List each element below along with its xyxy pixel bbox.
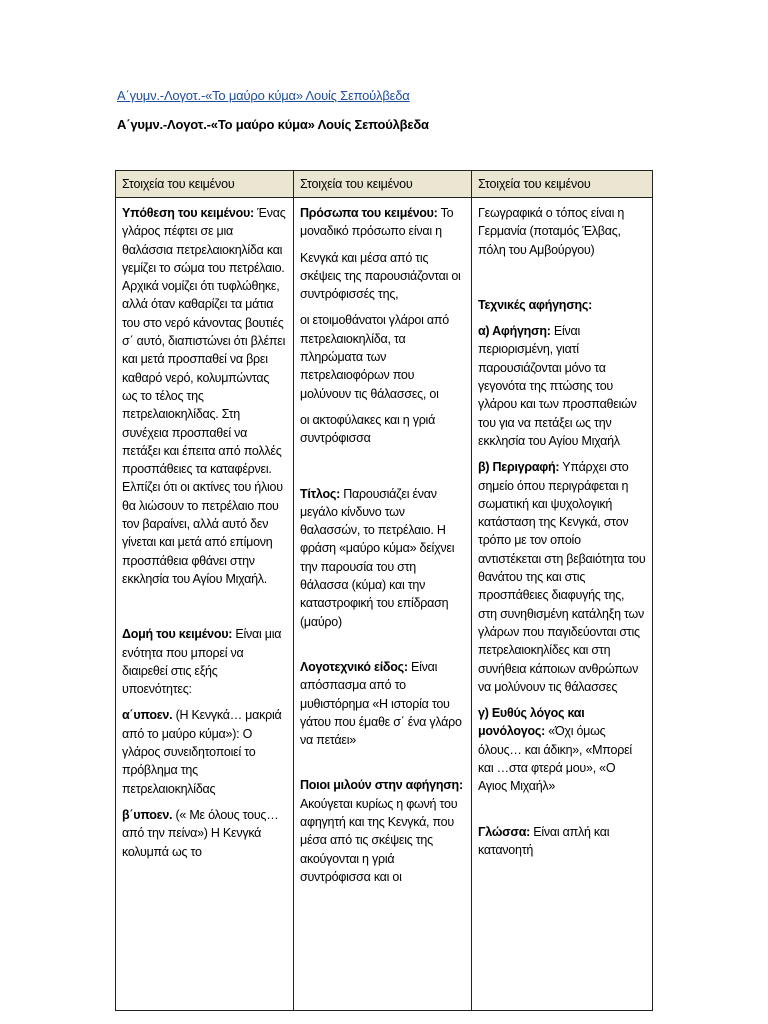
- description-text: Υπάρχει στο σημείο όπου περιγράφεται η σωματική και ψυχολογική κατάσταση της Κενγκά, στον τρόπο με τον οποίο αντιστέκεται στη βεβαιότητα του θανάτου της και στις προσπάθειες διαφυγής της, στη συνηθισμένη κατάληξη των γλάρων που παγιδεύονται στις πετρελαιοκηλίδες και στη συνήθεια κάποιων ανθρώπων να μολύνουν τις θάλασσες: [478, 460, 646, 694]
- table-cell-plot-structure: [116, 198, 294, 1011]
- plot-paragraph: [122, 204, 287, 588]
- place-paragraph: Γεωγραφικά ο τόπος είναι η Γερμανία (ποταμός Έλβας, πόλη του Αμβούργου): [478, 206, 625, 257]
- structure-label: Δομή του κειμένου:: [122, 627, 233, 642]
- techniques-heading: Τεχνικές αφήγησης:: [478, 297, 593, 312]
- table-header-cell: Στοιχεία του κειμένου: [116, 171, 294, 198]
- language-text: Είναι απλή και κατανοητή: [478, 824, 610, 857]
- title-paragraph: [300, 485, 465, 631]
- title-label: Τίτλος:: [300, 486, 341, 501]
- narrators-label: Ποιοι μιλούν στην αφήγηση:: [300, 778, 463, 793]
- title-text: Παρουσιάζει έναν μεγάλο κίνδυνο των θαλασσών, το πετρέλαιο. Η φράση «μαύρο κύμα» δείχνει την παρουσία του στη θάλασσα (κύμα) και την καταστροφική του επίδραση (μαύρο): [300, 486, 455, 629]
- table-cell-persons-title: [294, 198, 472, 1011]
- subsection-a-paragraph: [122, 706, 287, 797]
- genre-paragraph: [300, 658, 465, 749]
- narration-label: α) Αφήγηση:: [478, 324, 551, 339]
- persons-paragraph-4: οι ακτοφύλακες και η γριά συντρόφισσα: [300, 412, 436, 446]
- description-paragraph: [478, 458, 646, 696]
- structure-text: Είναι μια ενότητα που μπορεί να διαιρεθεί στις εξής υποενότητες:: [122, 627, 282, 697]
- persons-paragraph-2: Κενγκά και μέσα από τις σκέψεις της παρουσιάζονται οι συντρόφισσές της,: [300, 250, 461, 302]
- text-elements-table: [115, 170, 653, 1011]
- direct-speech-paragraph: [478, 704, 646, 795]
- table-header-cell: Στοιχεία του κειμένου: [294, 171, 472, 198]
- plot-label: Υπόθεση του κειμένου:: [122, 206, 254, 220]
- language-label: Γλώσσα:: [478, 824, 531, 839]
- persons-label: Πρόσωπα του κειμένου:: [300, 206, 438, 220]
- genre-text: Είναι απόσπασμα από το μυθιστόρημα «Η ιστορία του γάτου που έμαθε σ΄ ένα γλάρο να πετάει»: [300, 659, 462, 748]
- subsection-b-text: (« Με όλους τους…από την πείνα») Η Κενγκά κολυμπά ως το: [122, 807, 279, 859]
- persons-text: Το μοναδικό πρόσωπο είναι η: [300, 206, 454, 239]
- narrators-text: Ακούγεται κυρίως η φωνή του αφηγητή και της Κενγκά, που μέσα από τις σκέψεις της ακούγονται η γριά συντρόφισσα και οι: [300, 796, 458, 884]
- subsection-b-paragraph: [122, 806, 287, 861]
- table-header-row: [116, 171, 653, 198]
- document-title-link[interactable]: Α΄γυμν.-Λογοτ.-«Το μαύρο κύμα» Λουίς Σεπούλβεδα: [117, 88, 410, 103]
- plot-text: Ένας γλάρος πέφτει σε μια θαλάσσια πετρελαιοκηλίδα και γεμίζει το σώμα του πετρέλαιο. Αρχικά νομίζει ότι τυφλώθηκε, αλλά όταν καθαρίζει τα μάτια του στο νερό κάνοντας βουτιές σ΄ αυτό, διαπιστώνει ότι βλέπει και μετά προσπαθεί να βρει καθαρό νερό, κολυμπώντας ως το τέλος της πετρελαιοκηλίδας. Στη συνέχεια προσπαθεί να πετάξει και έπειτα από πολλές προσπάθειες τα καταφέρνει. Ελπίζει ότι οι ακτίνες του ήλιου θα λιώσουν το πετρέλαιο που τον βαραίνει, αλλά αυτό δεν γίνεται και μετά από επίμονη προσπάθεια φθάνει στην εκκλησία του Αγίου Μιχαήλ.: [122, 206, 286, 586]
- subsection-a-label: α΄υποεν.: [122, 708, 173, 723]
- narrators-paragraph: [300, 776, 465, 886]
- genre-label: Λογοτεχνικό είδος:: [300, 659, 408, 674]
- persons-paragraph: [300, 204, 465, 241]
- narration-text: Είναι περιορισμένη, γιατί παρουσιάζονται μόνο τα γεγονότα της πτώσης του γλάρου και των προσπαθειών του για να πετάξει ως την εκκλησία του Αγίου Μιχαήλ: [478, 324, 637, 448]
- structure-paragraph: [122, 625, 287, 698]
- table-cell-place-techniques: [472, 198, 653, 1011]
- table-header-cell: Στοιχεία του κειμένου: [472, 171, 653, 198]
- direct-speech-label: γ) Ευθύς λόγος και μονόλογος:: [478, 706, 585, 739]
- direct-speech-text: «Όχι όμως όλους… και άδικη», «Μπορεί και …στα φτερά μου», «Ο Αγιος Μιχαήλ»: [478, 724, 632, 794]
- language-paragraph: [478, 823, 646, 860]
- subsection-a-text: (Η Κενγκά… μακριά από το μαύρο κύμα»): Ο γλάρος συνειδητοποιεί το πρόβλημα της πετρελαιοκηλίδας: [122, 708, 282, 796]
- document-title: Α΄γυμν.-Λογοτ.-«Το μαύρο κύμα» Λουίς Σεπούλβεδα: [117, 117, 429, 132]
- narration-paragraph: [478, 322, 646, 450]
- subsection-b-label: β΄υποεν.: [122, 807, 173, 822]
- table-row: [116, 198, 653, 1011]
- description-label: β) Περιγραφή:: [478, 460, 560, 475]
- persons-paragraph-3: οι ετοιμοθάνατοι γλάροι από πετρελαιοκηλίδα, τα πληρώματα των πετρελαιοφόρων που μολύνουν τις θάλασσες, οι: [300, 313, 449, 401]
